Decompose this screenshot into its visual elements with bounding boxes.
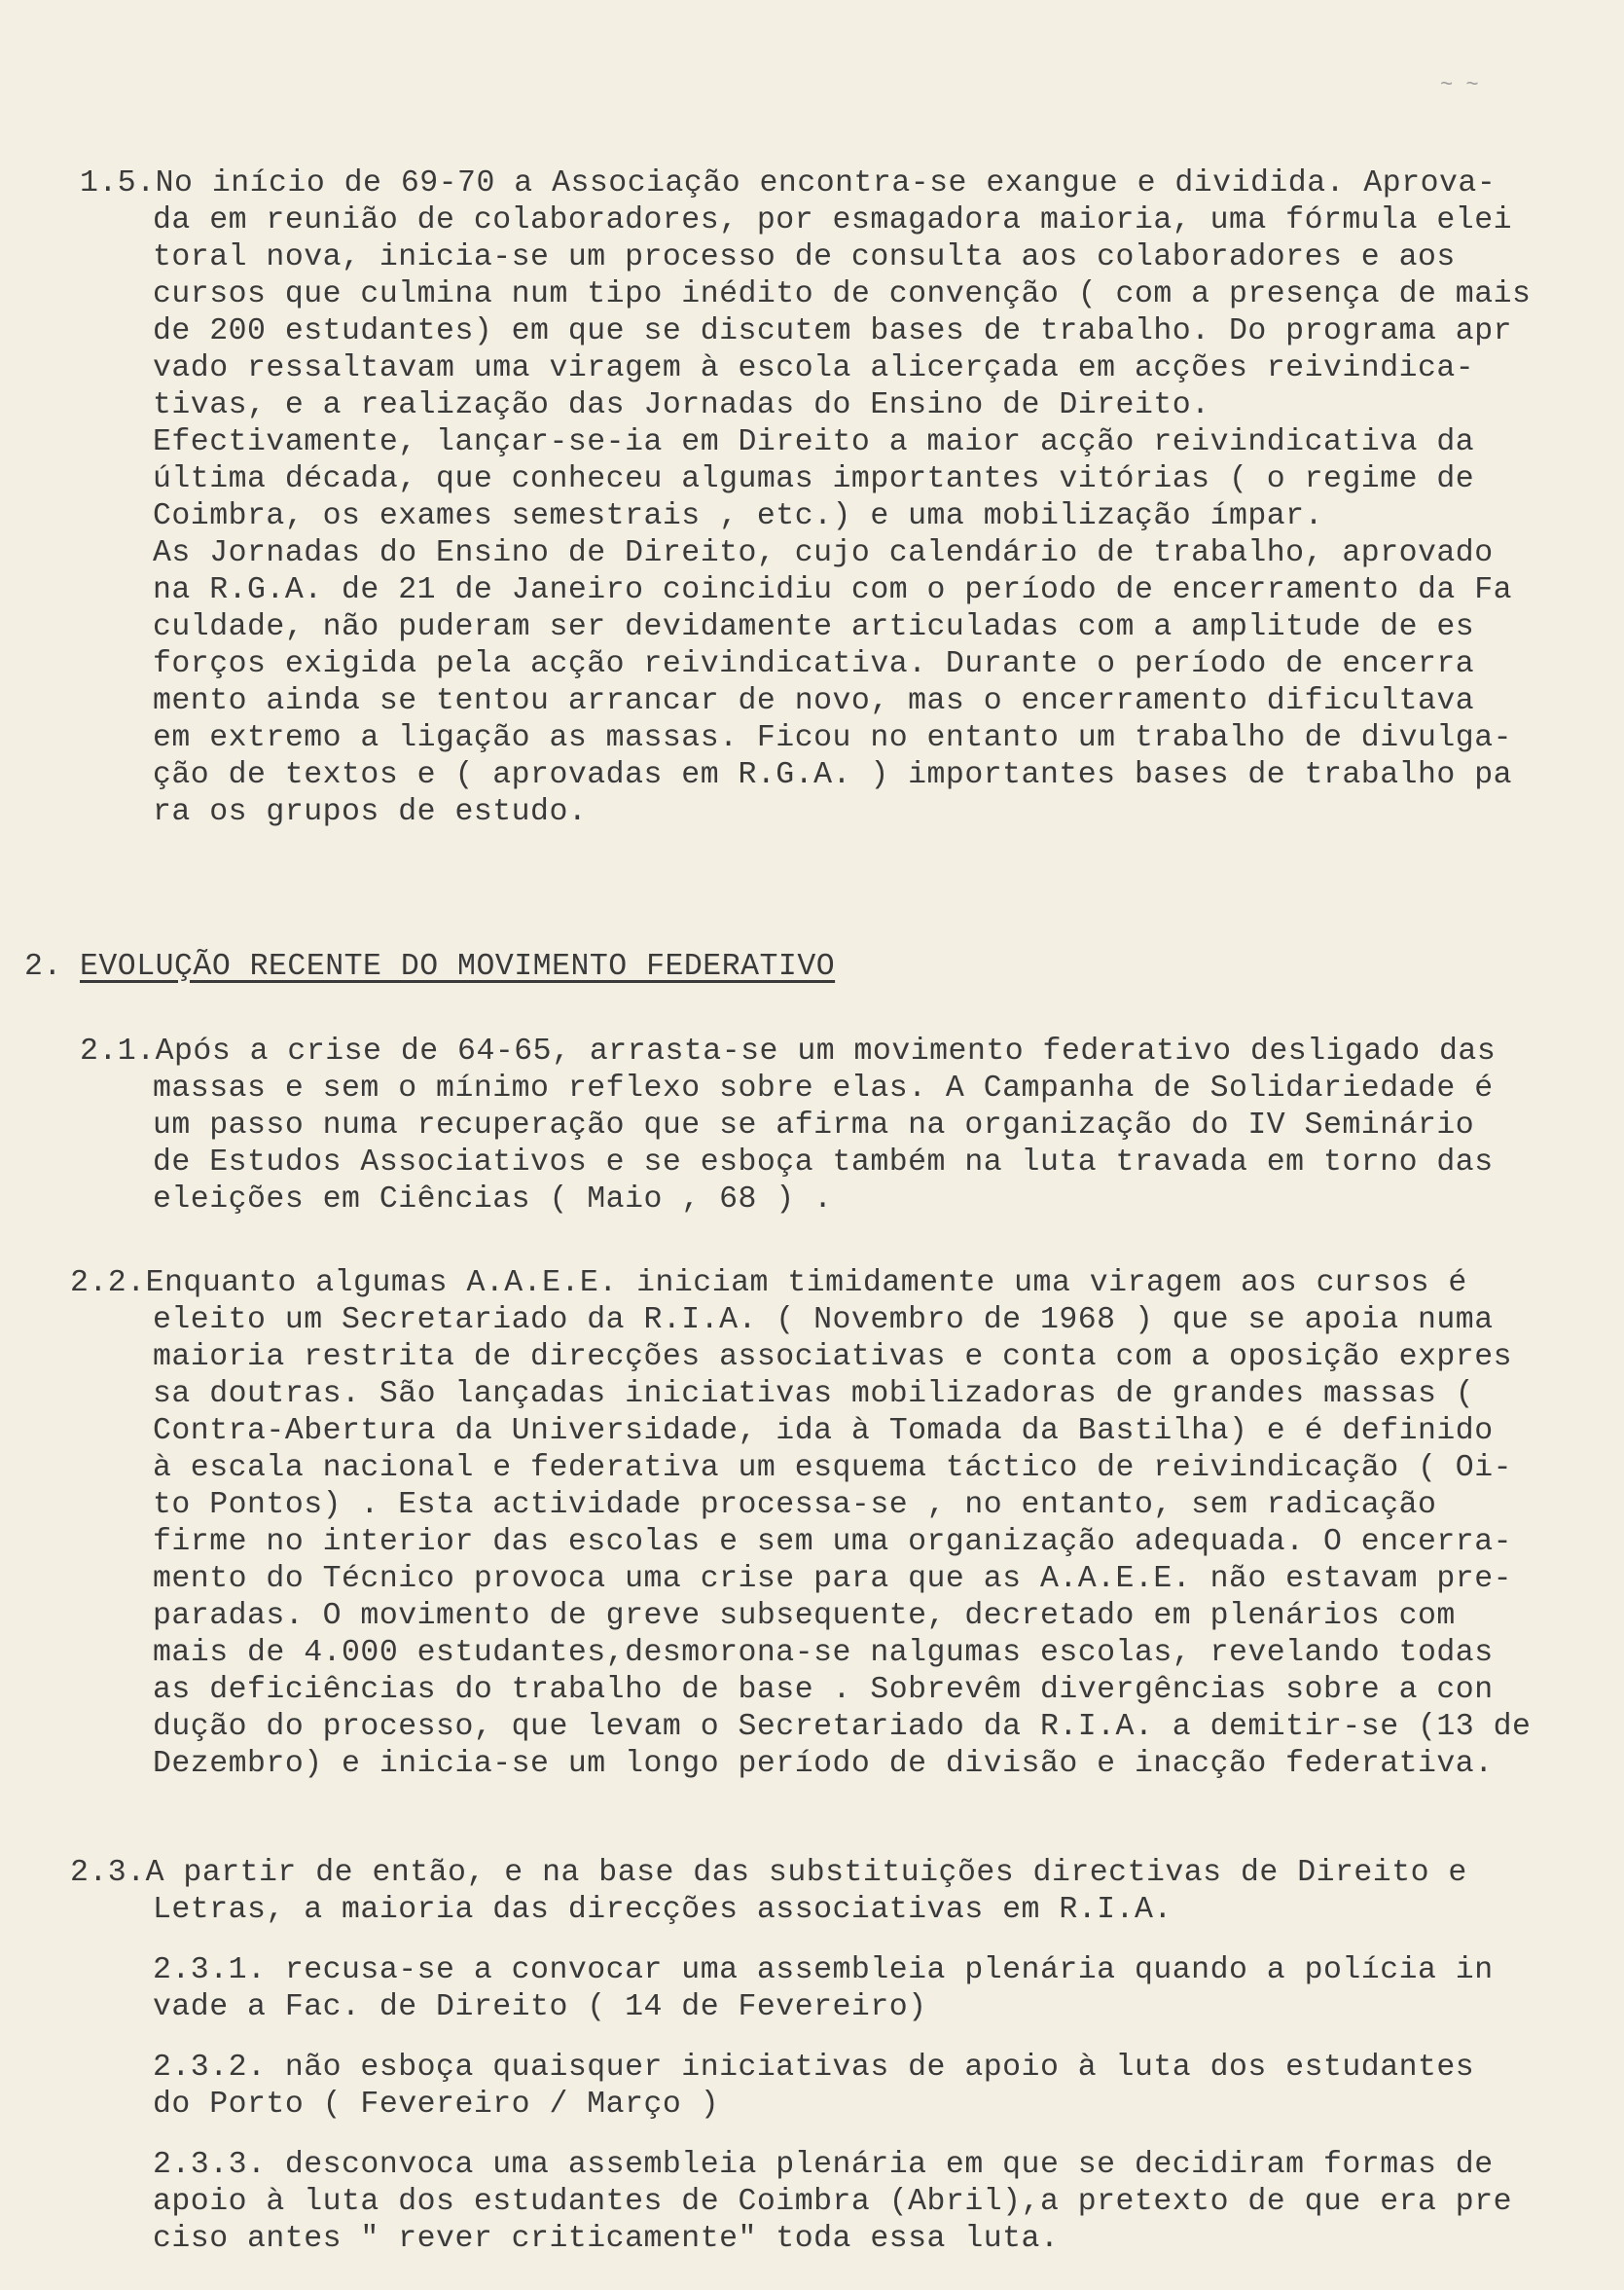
text-line: mais de 4.000 estudantes,desmorona-se nalgumas escolas, revelando todas <box>153 1636 1494 1670</box>
text-line: 2.3.3. desconvoca uma assembleia plenária em que se decidiram formas de <box>153 2148 1494 2182</box>
text-line: 2.2.Enquanto algumas A.A.E.E. iniciam timidamente uma viragem aos cursos é <box>70 1266 1467 1300</box>
text-line: Letras, a maioria das direcções associativas em R.I.A. <box>153 1893 1173 1927</box>
text-line: Coimbra, os exames semestrais , etc.) e uma mobilização ímpar. <box>153 499 1323 533</box>
text-line: dução do processo, que levam o Secretariado da R.I.A. a demitir-se (13 de <box>153 1710 1532 1744</box>
text-line: Contra-Abertura da Universidade, ida à Tomada da Bastilha) e é definido <box>153 1414 1494 1448</box>
text-line: de Estudos Associativos e se esboça também na luta travada em torno das <box>153 1145 1494 1180</box>
text-line: paradas. O movimento de greve subsequente, decretado em plenários com <box>153 1599 1456 1633</box>
text-line: à escala nacional e federativa um esquema táctico de reivindicação ( Oi- <box>153 1451 1513 1485</box>
section-title: EVOLUÇÃO RECENTE DO MOVIMENTO FEDERATIVO <box>80 950 836 984</box>
corner-mark: ~ ~ <box>1440 73 1479 97</box>
text-line: na R.G.A. de 21 de Janeiro coincidiu com o período de encerramento da Fa <box>153 573 1513 607</box>
text-line: firme no interior das escolas e sem uma organização adequada. O encerra- <box>153 1525 1513 1559</box>
text-line: sa doutras. São lançadas iniciativas mobilizadoras de grandes massas ( <box>153 1377 1475 1411</box>
text-line: cursos que culmina num tipo inédito de convenção ( com a presença de mais <box>153 277 1532 311</box>
text-line: do Porto ( Fevereiro / Março ) <box>153 2088 720 2122</box>
text-line: forços exigida pela acção reivindicativa. Durante o período de encerra <box>153 647 1475 681</box>
text-line: vado ressaltavam uma viragem à escola alicerçada em acções reivindica- <box>153 351 1475 385</box>
text-line: to Pontos) . Esta actividade processa-se , no entanto, sem radicação <box>153 1488 1437 1522</box>
text-line: de 200 estudantes) em que se discutem bases de trabalho. Do programa apr <box>153 314 1513 348</box>
text-line: 2.3.2. não esboça quaisquer iniciativas de apoio à luta dos estudantes <box>153 2051 1475 2085</box>
text-line: Dezembro) e inicia-se um longo período de divisão e inacção federativa. <box>153 1747 1494 1781</box>
text-line: As Jornadas do Ensino de Direito, cujo calendário de trabalho, aprovado <box>153 536 1494 570</box>
text-line: Efectivamente, lançar-se-ia em Direito a maior acção reivindicativa da <box>153 425 1475 459</box>
text-line: mento ainda se tentou arrancar de novo, mas o encerramento dificultava <box>153 684 1475 718</box>
text-line: eleições em Ciências ( Maio , 68 ) . <box>153 1182 833 1217</box>
text-line: ciso antes " rever criticamente" toda essa luta. <box>153 2222 1060 2256</box>
text-line: 2.1.Após a crise de 64-65, arrasta-se um movimento federativo desligado das <box>80 1035 1497 1069</box>
text-line: eleito um Secretariado da R.I.A. ( Novembro de 1968 ) que se apoia numa <box>153 1303 1494 1337</box>
text-line: ção de textos e ( aprovadas em R.G.A. ) importantes bases de trabalho pa <box>153 758 1513 792</box>
text-line: 2.3.1. recusa-se a convocar uma assembleia plenária quando a polícia in <box>153 1953 1494 1987</box>
text-line: culdade, não puderam ser devidamente articuladas com a amplitude de es <box>153 610 1475 644</box>
text-line: última década, que conheceu algumas importantes vitórias ( o regime de <box>153 462 1475 496</box>
text-line: mento do Técnico provoca uma crise para que as A.A.E.E. não estavam pre- <box>153 1562 1513 1596</box>
text-line: da em reunião de colaboradores, por esmagadora maioria, uma fórmula elei <box>153 203 1513 237</box>
text-line: em extremo a ligação as massas. Ficou no entanto um trabalho de divulga- <box>153 721 1513 755</box>
text-line: maioria restrita de direcções associativas e conta com a oposição expres <box>153 1340 1513 1374</box>
text-line: ra os grupos de estudo. <box>153 795 588 829</box>
text-line: toral nova, inicia-se um processo de consulta aos colaboradores e aos <box>153 240 1456 274</box>
text-line: um passo numa recuperação que se afirma na organização do IV Seminário <box>153 1109 1475 1143</box>
text-line: massas e sem o mínimo reflexo sobre elas. A Campanha de Solidariedade é <box>153 1072 1494 1106</box>
section-number: 2. <box>24 950 62 984</box>
text-line: as deficiências do trabalho de base . Sobrevêm divergências sobre a con <box>153 1673 1494 1707</box>
text-line: tivas, e a realização das Jornadas do Ensino de Direito. <box>153 388 1210 422</box>
text-line: vade a Fac. de Direito ( 14 de Fevereiro) <box>153 1990 927 2024</box>
text-line: 1.5.No início de 69-70 a Associação encontra-se exangue e dividida. Aprova- <box>80 166 1497 200</box>
text-line: apoio à luta dos estudantes de Coimbra (Abril),a pretexto de que era pre <box>153 2185 1513 2219</box>
text-line: 2.3.A partir de então, e na base das substituições directivas de Direito e <box>70 1856 1467 1890</box>
